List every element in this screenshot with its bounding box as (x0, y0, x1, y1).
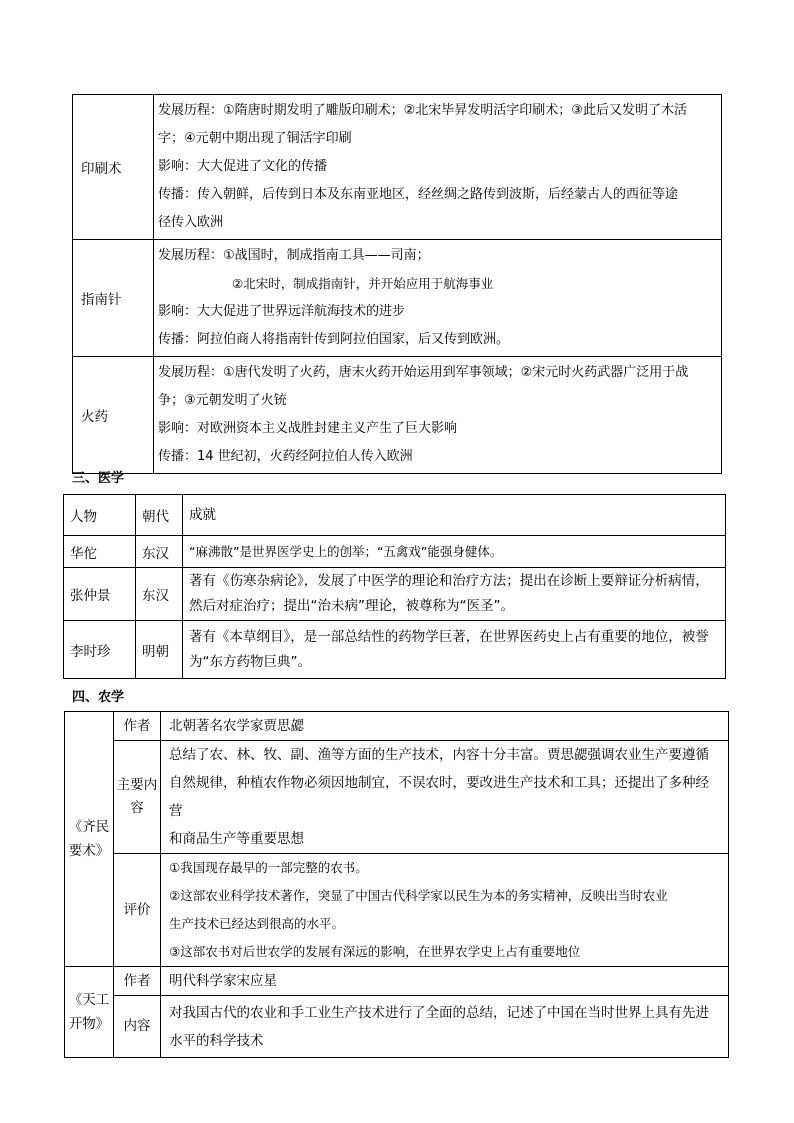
row-label: 内容 (114, 996, 161, 1058)
achievement-cell: “麻沸散”是世界医学史上的创举；“五禽戏”能强身健体。 (183, 536, 726, 568)
dynasty-cell: 东汉 (136, 536, 183, 568)
value-line: ③这部农书对后世农学的发展有深远的影响，在世界农学史上占有重要地位 (169, 944, 581, 959)
value-line: 生产技术已经达到很高的水平。 (169, 916, 345, 931)
table-row (65, 996, 729, 1058)
table-row (64, 621, 726, 679)
row-label: 作者 (114, 967, 161, 996)
medicine-table (63, 494, 726, 679)
row-value (161, 712, 729, 741)
detail-line: 径传入欧洲 (158, 215, 224, 230)
invention-details (154, 95, 722, 240)
row-value (161, 854, 729, 967)
invention-name: 火药 (73, 357, 154, 474)
value-line: 总结了农、林、牧、副、渔等方面的生产技术，内容十分丰富。贾思勰强调农业生产要遵循 (169, 747, 709, 763)
achievement-cell: 著有《伤寒杂病论》，发展了中医学的理论和治疗方法；提出在诊断上要辩证分析病情，然后对症治疗；提出“治未病”理论，被尊称为“医圣”。 (183, 568, 726, 621)
value-line: 水平的科学技术 (169, 1032, 264, 1049)
section-heading-agriculture: 四、农学 (72, 690, 125, 705)
dynasty-cell: 东汉 (136, 568, 183, 621)
agriculture-table (64, 711, 729, 1058)
value-line: 自然规律，种植农作物必须因地制宜，不误农时，要改进生产技术和工具；还提出了多种经营 (169, 775, 709, 819)
invention-details (154, 357, 722, 474)
book-title: 《齐民要术》 (65, 712, 114, 967)
detail-line: 传播：传入朝鲜，后传到日本及东南亚地区，经丝绸之路传到波斯，后经蒙古人的西征等途 (158, 187, 679, 202)
table-row (65, 741, 729, 854)
value-line: ②这部农业科学技术著作，突显了中国古代科学家以民生为本的务实精神，反映出当时农业 (169, 888, 668, 903)
invention-name: 印刷术 (73, 95, 154, 240)
person-cell: 张仲景 (64, 568, 136, 621)
detail-line: ②北宋时，制成指南针，并开始应用于航海事业 (232, 276, 494, 291)
invention-details (154, 240, 722, 357)
detail-line: 字；④元朝中期出现了铜活字印刷 (158, 131, 352, 146)
detail-line: 影响：对欧洲资本主义战胜封建主义产生了巨大影响 (158, 421, 458, 436)
table-row (65, 712, 729, 741)
value-line: 明代科学家宋应星 (169, 973, 277, 989)
detail-line: 传播：14 世纪初，火药经阿拉伯人传入欧洲 (158, 449, 413, 464)
table-row (73, 240, 722, 357)
value-line: ①我国现存最早的一部完整的农书。 (169, 860, 368, 875)
row-value (161, 741, 729, 854)
table-row (64, 536, 726, 568)
inventions-table (72, 94, 722, 474)
detail-line: 传播：阿拉伯商人将指南针传到阿拉伯国家，后又传到欧洲。 (158, 332, 510, 347)
detail-line: 发展历程：①战国时，制成指南工具——司南； (158, 248, 430, 263)
dynasty-cell: 明朝 (136, 621, 183, 679)
table-row (73, 95, 722, 240)
detail-line: 发展历程：①唐代发明了火药，唐末火药开始运用到军事领域；②宋元时火药武器广泛用于战 (158, 365, 689, 380)
column-header: 人物 (64, 495, 136, 536)
table-row (73, 357, 722, 474)
table-row (64, 568, 726, 621)
achievement-cell: 著有《本草纲目》，是一部总结性的药物学巨著，在世界医药史上占有重要的地位，被誉为“东方药物巨典”。 (183, 621, 726, 679)
detail-line: 争；③元朝发明了火铳 (158, 393, 287, 408)
row-label: 作者 (114, 712, 161, 741)
detail-line: 发展历程：①隋唐时期发明了雕版印刷术；②北宋毕昇发明活字印刷术；③此后又发明了木活 (158, 103, 687, 118)
row-value (161, 996, 729, 1058)
table-header-row (64, 495, 726, 536)
invention-name: 指南针 (73, 240, 154, 357)
book-title: 《天工开物》 (65, 967, 114, 1058)
detail-line: 影响：大大促进了文化的传播 (158, 159, 328, 174)
column-header: 朝代 (136, 495, 183, 536)
detail-line: 影响：大大促进了世界远洋航海技术的进步 (158, 304, 406, 319)
person-cell: 李时珍 (64, 621, 136, 679)
row-value (161, 967, 729, 996)
column-header: 成就 (183, 495, 726, 536)
section-heading-medicine: 三、医学 (72, 471, 125, 486)
row-label: 评价 (114, 854, 161, 967)
table-row (65, 854, 729, 967)
value-line: 和商品生产等重要思想 (169, 831, 304, 847)
value-line: 对我国古代的农业和手工业生产技术进行了全面的总结，记述了中国在当时世界上具有先进 (169, 1004, 709, 1021)
table-row (65, 967, 729, 996)
row-label: 主要内容 (114, 741, 161, 854)
person-cell: 华佗 (64, 536, 136, 568)
value-line: 北朝著名农学家贾思勰 (169, 718, 304, 734)
